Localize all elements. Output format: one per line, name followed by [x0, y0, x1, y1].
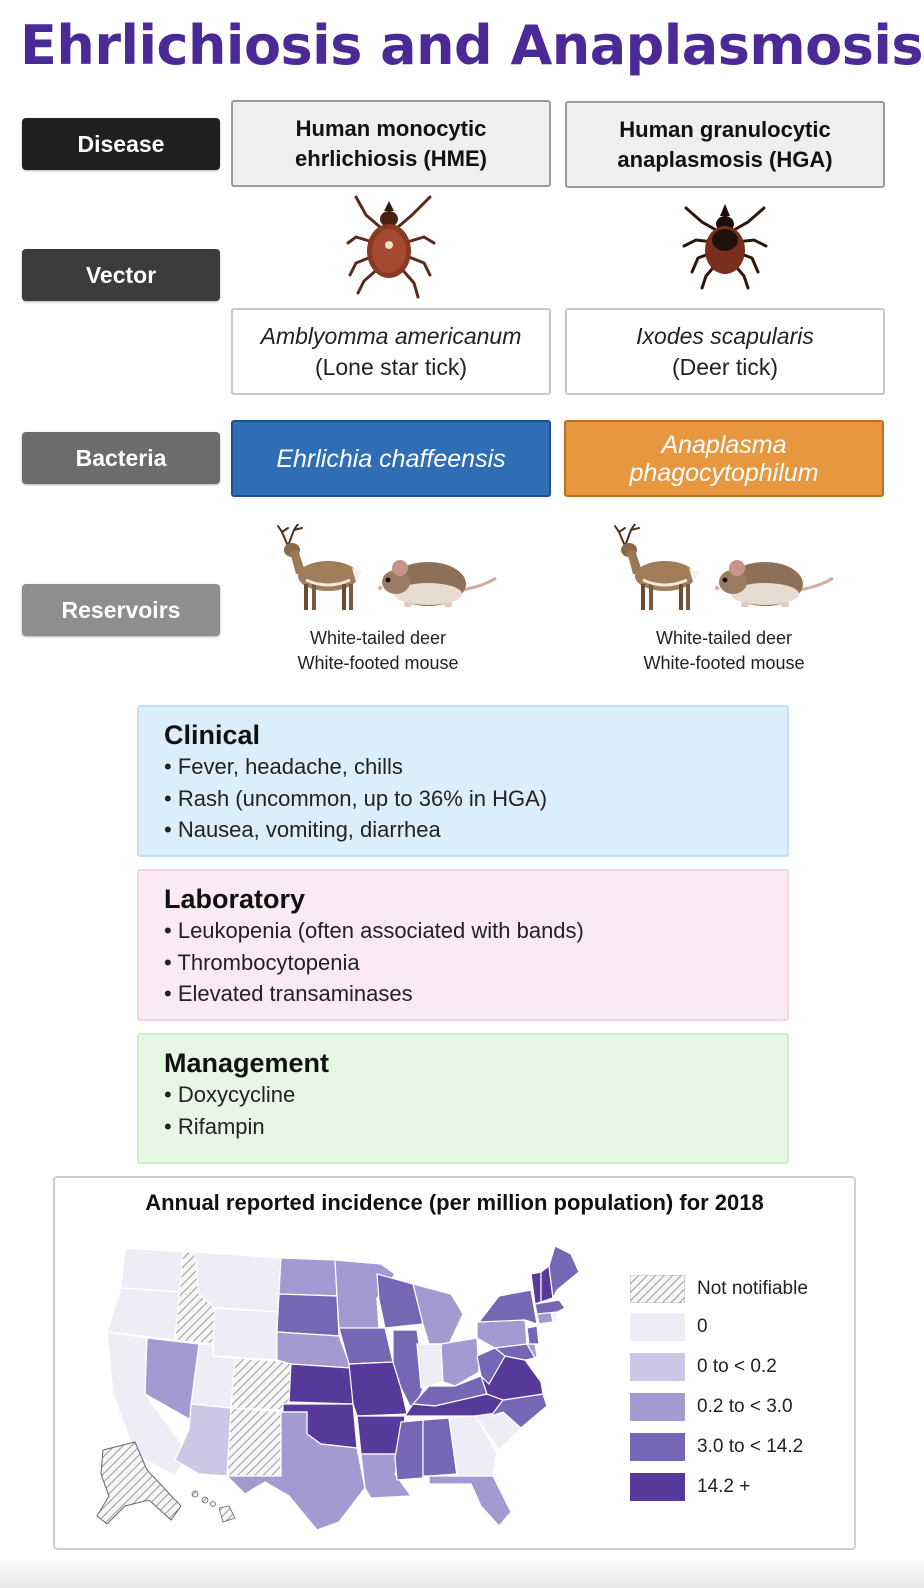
state-michigan [413, 1284, 463, 1344]
us-incidence-map [95, 1244, 595, 1534]
disease-box-hga [565, 101, 885, 188]
state-florida [429, 1476, 511, 1526]
legend-swatch [630, 1275, 685, 1303]
row-label-vector: Vector [22, 249, 220, 301]
legend-label: 14.2 + [697, 1476, 751, 1497]
legend-label: Not notifiable [697, 1278, 808, 1299]
legend-label: 0.2 to < 3.0 [697, 1396, 793, 1417]
state-maine [549, 1246, 579, 1298]
vector-hga-common: (Deer tick) [671, 353, 779, 380]
list-item: • Rash (uncommon, up to 36% in HGA) [164, 783, 787, 815]
list-item: • Rifampin [164, 1111, 787, 1143]
mouse-icon-hga [711, 548, 835, 612]
state-oregon [107, 1288, 181, 1340]
state-south-dakota [277, 1294, 339, 1336]
row-label-reservoirs: Reservoirs [22, 584, 220, 636]
disease-hga-line1: Human granulocytic [619, 116, 831, 142]
bacteria-hme-name: Ehrlichia chaffeensis [276, 444, 506, 473]
clinical-heading: Clinical [164, 720, 261, 750]
legend-item-14.2-plus [630, 1472, 860, 1502]
management-heading: Management [164, 1048, 330, 1078]
legend-swatch [630, 1353, 685, 1381]
mouse-icon-hme [374, 548, 498, 612]
vector-box-hme [231, 308, 551, 395]
reservoir-hga-2: White-footed mouse [643, 653, 805, 673]
state-wisconsin [377, 1274, 423, 1328]
state-wyoming [213, 1308, 279, 1360]
lone-star-tick-icon [340, 193, 440, 299]
disease-box-hme [231, 100, 551, 187]
laboratory-heading: Laboratory [164, 884, 306, 914]
reservoir-hga-1: White-tailed deer [655, 628, 793, 648]
laboratory-panel [137, 869, 789, 1021]
state-hawaii [192, 1491, 235, 1522]
state-colorado [231, 1358, 291, 1410]
list-item: • Nausea, vomiting, diarrhea [164, 814, 787, 846]
state-new-mexico [227, 1408, 283, 1476]
bacteria-hga-line2: phagocytophilum [629, 458, 819, 487]
vector-box-hga [565, 308, 885, 395]
state-pennsylvania [477, 1320, 527, 1348]
bacteria-box-hga [564, 420, 884, 497]
bacteria-box-hme [231, 420, 551, 497]
legend-swatch [630, 1433, 685, 1461]
bacteria-hga-line1: Anaplasma [661, 430, 787, 459]
reservoir-hme-1: White-tailed deer [309, 628, 447, 648]
disease-hga-line2: anaplasmosis (HGA) [617, 146, 833, 172]
map-title: Annual reported incidence (per million population) for 2018 [145, 1190, 764, 1215]
list-item: • Fever, headache, chills [164, 751, 787, 783]
deer-icon-hga [609, 524, 701, 612]
state-north-dakota [279, 1258, 337, 1296]
list-item: • Elevated transaminases [164, 978, 787, 1010]
reservoir-text-hga [604, 626, 844, 676]
state-iowa [339, 1328, 393, 1364]
legend-swatch [630, 1393, 685, 1421]
vector-hme-scientific: Amblyomma americanum [260, 322, 522, 349]
state-washington [121, 1248, 183, 1292]
legend-item-0-0.2 [630, 1352, 860, 1382]
list-item: • Thrombocytopenia [164, 947, 787, 979]
reservoir-hme-2: White-footed mouse [297, 653, 459, 673]
legend-item-zero [630, 1312, 860, 1342]
clinical-panel [137, 705, 789, 857]
deer-icon-hme [272, 524, 364, 612]
state-nebraska [277, 1332, 351, 1368]
legend-item-0.2-3 [630, 1392, 860, 1422]
state-new-jersey [527, 1326, 539, 1344]
disease-hme-line1: Human monocytic [295, 115, 487, 141]
management-panel [137, 1033, 789, 1164]
page-title: Ehrlichiosis and Anaplasmosis [20, 14, 924, 77]
legend-label: 3.0 to < 14.2 [697, 1436, 804, 1457]
state-new-york [479, 1290, 537, 1324]
disease-hme-line2: ehrlichiosis (HME) [295, 145, 487, 171]
legend-label: 0 to < 0.2 [697, 1356, 777, 1377]
row-label-bacteria: Bacteria [22, 432, 220, 484]
vector-hme-common: (Lone star tick) [314, 353, 468, 380]
reservoir-text-hme [258, 626, 498, 676]
incidence-map-card [53, 1176, 856, 1550]
state-kansas [289, 1364, 353, 1404]
list-item: • Doxycycline [164, 1079, 787, 1111]
bottom-edge [0, 1560, 924, 1588]
deer-tick-icon [678, 200, 772, 292]
row-label-disease: Disease [22, 118, 220, 170]
legend-swatch [630, 1473, 685, 1501]
legend-label: 0 [697, 1316, 708, 1337]
list-item: • Leukopenia (often associated with bands) [164, 915, 787, 947]
legend-item-not-notifiable [630, 1274, 860, 1304]
legend-swatch [630, 1313, 685, 1341]
legend-item-3-14.2 [630, 1432, 860, 1462]
state-indiana [417, 1344, 443, 1388]
vector-hga-scientific: Ixodes scapularis [636, 322, 814, 349]
